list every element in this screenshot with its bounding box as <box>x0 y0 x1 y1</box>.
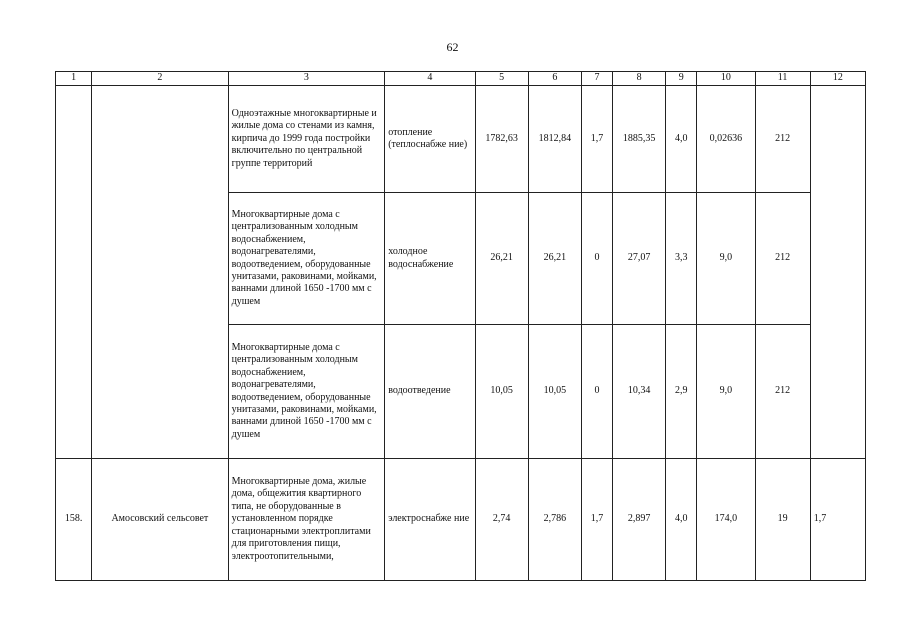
utility-name: отопление (теплоснабже ние) <box>385 86 475 193</box>
value-col-11: 19 <box>755 459 810 581</box>
header-row <box>56 72 866 86</box>
row-number-cell: 158. <box>56 459 92 581</box>
header-cell-10: 10 <box>697 72 755 86</box>
utility-name: водоотведение <box>385 325 475 459</box>
value-col-7: 0 <box>581 325 612 459</box>
header-cell-11: 11 <box>755 72 810 86</box>
locality-cell <box>92 86 229 459</box>
value-col-10: 0,02636 <box>697 86 755 193</box>
value-col-10: 9,0 <box>697 325 755 459</box>
header-cell-6: 6 <box>528 72 581 86</box>
header-cell-7: 7 <box>581 72 612 86</box>
value-col-8: 10,34 <box>613 325 666 459</box>
value-col-9: 4,0 <box>666 459 697 581</box>
value-col-12: 1,7 <box>810 459 865 581</box>
tariff-table <box>55 71 866 581</box>
header-cell-8: 8 <box>613 72 666 86</box>
value-col-9: 2,9 <box>666 325 697 459</box>
value-col-11: 212 <box>755 325 810 459</box>
value-col-8: 27,07 <box>613 193 666 325</box>
value-col-8: 1885,35 <box>613 86 666 193</box>
value-col-6: 26,21 <box>528 193 581 325</box>
value-col-6: 10,05 <box>528 325 581 459</box>
header-cell-5: 5 <box>475 72 528 86</box>
header-cell-3: 3 <box>228 72 385 86</box>
header-cell-12: 12 <box>810 72 865 86</box>
value-col-8: 2,897 <box>613 459 666 581</box>
locality-cell: Амосовский сельсовет <box>92 459 229 581</box>
housing-description: Многоквартирные дома с централизованным холодным водоснабжением, водонагревателями, водоотведением, оборудованные унитазами, раковинами, мойками, ваннами длиной 1650 -1700 мм с душем <box>228 193 385 325</box>
value-col-7: 1,7 <box>581 459 612 581</box>
value-col-9: 4,0 <box>666 86 697 193</box>
header-cell-2: 2 <box>92 72 229 86</box>
value-col-5: 1782,63 <box>475 86 528 193</box>
value-col-9: 3,3 <box>666 193 697 325</box>
value-col-11: 212 <box>755 193 810 325</box>
value-col-7: 1,7 <box>581 86 612 193</box>
header-cell-9: 9 <box>666 72 697 86</box>
value-col-5: 2,74 <box>475 459 528 581</box>
housing-description: Одноэтажные многоквартирные и жилые дома со стенами из камня, кирпича до 1999 года постройки включительно по центральной группе территорий <box>228 86 385 193</box>
table-row <box>56 86 866 193</box>
value-col-5: 26,21 <box>475 193 528 325</box>
value-col-6: 2,786 <box>528 459 581 581</box>
value-col-10: 174,0 <box>697 459 755 581</box>
housing-description: Многоквартирные дома с централизованным холодным водоснабжением, водонагревателями, водоотведением, оборудованные унитазами, раковинами, мойками, ваннами длиной 1650 -1700 мм с душем <box>228 325 385 459</box>
value-col-7: 0 <box>581 193 612 325</box>
page-number: 62 <box>446 40 459 54</box>
value-col-10: 9,0 <box>697 193 755 325</box>
value-col-12 <box>810 86 865 459</box>
row-number-cell <box>56 86 92 459</box>
value-col-5: 10,05 <box>475 325 528 459</box>
value-col-6: 1812,84 <box>528 86 581 193</box>
header-cell-1: 1 <box>56 72 92 86</box>
value-col-11: 212 <box>755 86 810 193</box>
header-cell-4: 4 <box>385 72 475 86</box>
utility-name: холодное водоснабжение <box>385 193 475 325</box>
housing-description: Многоквартирные дома, жилые дома, общежития квартирного типа, не оборудованные в установленном порядке стационарными электроплитами для приготовления пищи, электроотопительными, <box>228 459 385 581</box>
utility-name: электроснабже ние <box>385 459 475 581</box>
table-row <box>56 459 866 581</box>
